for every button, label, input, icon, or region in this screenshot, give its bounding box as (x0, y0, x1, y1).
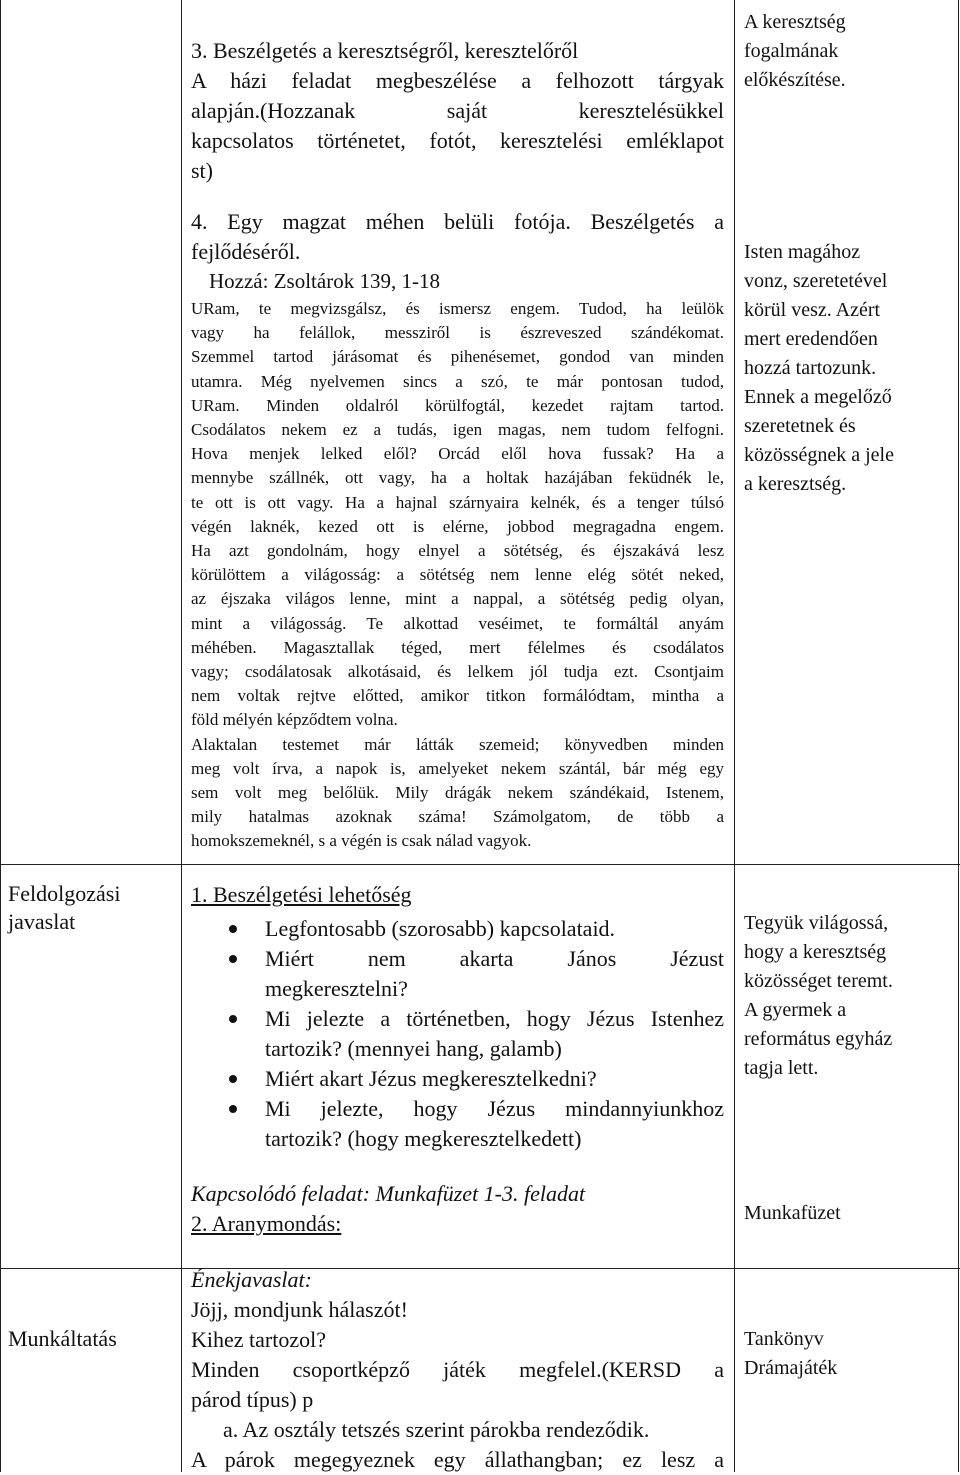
note-line: szeretetnek és (744, 415, 856, 437)
note-resources (744, 1325, 949, 1383)
list-item (191, 944, 724, 1004)
game-line: párod típus) p (191, 1387, 314, 1412)
row-label-activity (8, 1325, 180, 1353)
section-3-block (191, 36, 724, 186)
note-line: a keresztség. (744, 473, 847, 495)
note-line: mert eredendően (744, 328, 878, 350)
bullet-icon (229, 925, 237, 933)
table-border-left (0, 0, 1, 1472)
note-line: közösségnek a jele (744, 444, 894, 466)
list-item-line: tartozik? (mennyei hang, galamb) (265, 1036, 562, 1061)
golden-text-heading: 2. Aranymondás: (191, 1211, 342, 1236)
psalm-line: mint a világosság. Te alkottad veséimet, te formáltál anyám (191, 613, 724, 633)
section-3-line: A házi feladat megbeszélése a felhozott tárgyak (191, 68, 724, 93)
list-item-line: Mi jelezte a történetben, hogy Jézus Istenhez (265, 1006, 724, 1031)
section-3-line: 3. Beszélgetés a keresztségről, keresztelőről (191, 38, 579, 63)
psalm-line: föld mélyén képződtem volna. (191, 710, 398, 730)
resource-line: Drámajáték (744, 1357, 838, 1379)
note-line: A keresztség (744, 11, 846, 33)
note-line: református egyház (744, 1028, 893, 1050)
bullet-icon (229, 1075, 237, 1083)
psalm-line: végén laknék, kezed ott is elérne, jobbod megragadna engem. (191, 516, 724, 536)
psalm-line: sem volt meg belőlük. Mily drágák nekem szándékaid, Istenem, (191, 783, 724, 803)
related-task-block (191, 1179, 724, 1239)
section-4-line: fejlődéséről. (191, 239, 301, 264)
row-divider-1 (0, 864, 960, 865)
game-title: Kihez tartozol? (191, 1327, 326, 1352)
psalm-title: Hozzá: Zsoltárok 139, 1-18 (209, 269, 440, 293)
note-workbook (744, 1199, 949, 1228)
list-item-line: Legfontosabb (szorosabb) kapcsolataid. (265, 916, 616, 941)
bullet-icon (229, 1015, 237, 1023)
list-item-line: Miért akart Jézus megkeresztelkedni? (265, 1066, 597, 1091)
list-item-line: megkeresztelni? (265, 976, 408, 1001)
discussion-block (191, 880, 724, 1154)
note-line: előkészítése. (744, 69, 846, 91)
bullet-icon (229, 1105, 237, 1113)
note-line: közösséget teremt. (744, 970, 893, 992)
note-line: Ennek a megelőző (744, 386, 892, 408)
psalm-line: URam. Minden oldalról körülfogtál, kezedet rajtam tartod. (191, 395, 724, 415)
note-baptism-concept (744, 8, 949, 95)
note-community (744, 909, 949, 1083)
psalm-line: te ott is ott vagy. Ha a hajnal szárnyaira kelnék, és a tenger túlsó (191, 492, 724, 512)
psalm-line: méhében. Magasztallak téged, mert félelmes és csodálatos (191, 637, 724, 657)
row-label-processing (8, 880, 180, 936)
section-4-block (191, 207, 724, 854)
psalm-line: vagy; csodálatosak alkotásaid, és lelkem jól tudja ezt. Csontjaim (191, 662, 724, 682)
note-line: körül vesz. Azért (744, 299, 881, 321)
game-step-last: A párok megegyeznek egy állathangban; ez lesz a (191, 1447, 724, 1472)
note-god-love (744, 238, 949, 499)
psalm-line: körülöttem a világosság: a sötétség nem lenne elég sötét neked, (191, 565, 724, 585)
psalm-line: vagy ha felállok, messziről is észreveszed szándékomat. (191, 323, 724, 343)
note-line: hogy a keresztség (744, 941, 887, 963)
section-3-line: st) (191, 158, 213, 183)
bullet-icon (229, 955, 237, 963)
row-label-line: javaslat (8, 909, 76, 934)
note-line: tagja lett. (744, 1057, 819, 1079)
table-border-right (958, 0, 959, 1472)
note-line: fogalmának (744, 40, 839, 62)
list-item (191, 914, 724, 944)
list-item (191, 1004, 724, 1064)
workbook-label: Munkafüzet (744, 1202, 841, 1224)
game-step-a: a. Az osztály tetszés szerint párokba rendeződik. (223, 1417, 650, 1442)
table-divider-1 (181, 0, 182, 1472)
psalm-line: URam, te megvizsgálsz, és ismersz engem. Tudod, ha leülök (191, 299, 724, 318)
psalm-line: Ha azt gondolnám, hogy elnyel a sötétség, és éjszakává lesz (191, 541, 724, 561)
psalm-line: mennybe szállnék, ott vagy, ha a holtak hazájában feküdnék le, (191, 468, 724, 488)
resource-line: Tankönyv (744, 1328, 824, 1350)
note-line: Isten magához (744, 241, 861, 263)
section-4-line: 4. Egy magzat méhen belüli fotója. Beszélgetés a (191, 209, 724, 234)
psalm-line: az éjszaka világos lenne, mint a nappal, a sötétség pedig olyan, (191, 589, 724, 609)
list-item-line: Mi jelezte, hogy Jézus mindannyiunkhoz (265, 1096, 724, 1121)
psalm-line: Alaktalan testemet már látták szemeid; könyvedben minden (191, 734, 724, 754)
note-line: hozzá tartozunk. (744, 357, 877, 379)
psalm-line: Csodálatos nekem ez a tudás, igen magas, nem tudom felfogni. (191, 420, 724, 440)
table-divider-2 (734, 0, 735, 1472)
note-line: Tegyük világossá, (744, 912, 889, 934)
discussion-heading: 1. Beszélgetési lehetőség (191, 882, 412, 907)
row-label-line: Munkáltatás (8, 1326, 117, 1351)
section-3-line: kapcsolatos történetet, fotót, keresztelési emléklapot (191, 128, 724, 153)
list-item-line: Miért nem akarta János Jézust (265, 946, 724, 971)
psalm-line: nem voltak rejtve előtted, amikor titkon formálódtam, mintha a (191, 686, 724, 706)
list-item (191, 1094, 724, 1154)
row-label-line: Feldolgozási (8, 881, 121, 906)
discussion-list (191, 914, 724, 1154)
psalm-line: Hova menjek lelked elől? Orcád elől hova fussak? Ha a (191, 444, 724, 464)
psalm-line: mily hatalmas azoknak száma! Számolgatom, de több a (191, 807, 724, 827)
game-line: Minden csoportképző játék megfelel.(KERSD a (191, 1357, 724, 1382)
psalm-line: Szemmel tartod járásomat és pihenésemet, gondod van minden (191, 347, 724, 367)
psalm-line: meg volt írva, a napok is, amelyeket nekem szántál, bár még egy (191, 758, 724, 778)
song-label: Énekjavaslat: (191, 1267, 312, 1292)
related-task: Kapcsolódó feladat: Munkafüzet 1-3. feladat (191, 1181, 586, 1206)
note-line: vonz, szeretetével (744, 270, 888, 292)
psalm-line: homokszemeknél, s a végén is csak nálad vagyok. (191, 831, 532, 851)
psalm-line: utamra. Még nyelvemen sincs a szó, te már pontosan tudod, (191, 371, 724, 391)
list-item (191, 1064, 724, 1094)
psalm-text (191, 297, 724, 854)
list-item-line: tartozik? (hogy megkeresztelkedett) (265, 1126, 582, 1151)
activity-block (191, 1265, 724, 1475)
note-line: A gyermek a (744, 999, 847, 1021)
song-title: Jöjj, mondjunk hálaszót! (191, 1297, 408, 1322)
section-3-line: alapján.(Hozzanak saját keresztelésükkel (191, 98, 724, 123)
